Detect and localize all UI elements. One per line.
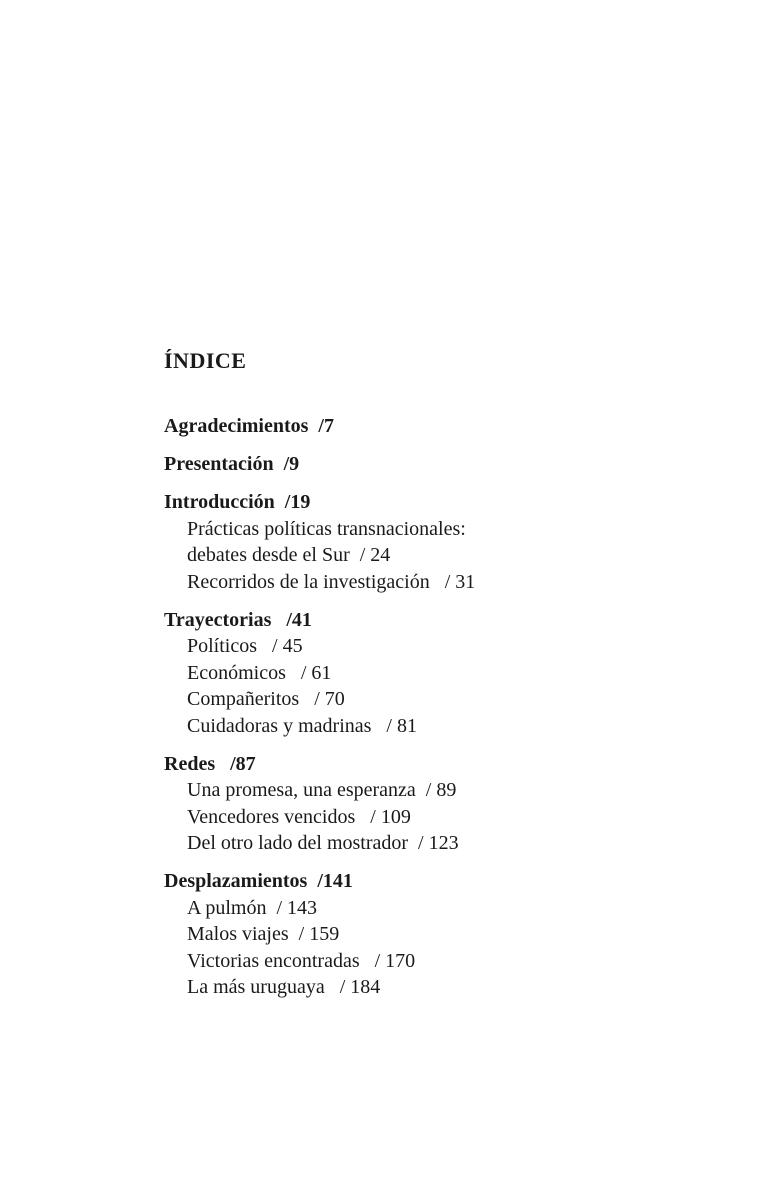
toc-entry: La más uruguaya / 184: [187, 976, 381, 998]
table-of-contents: [164, 413, 684, 1001]
toc-entry: Prácticas políticas transnacionales:: [187, 517, 466, 540]
page-title: ÍNDICE: [164, 348, 247, 373]
toc-entry: Compañeritos / 70: [187, 688, 345, 710]
toc-chapter-desplazamientos: Desplazamientos /141: [164, 870, 353, 892]
section-spacer: [164, 440, 684, 452]
toc-entry: Malos viajes / 159: [187, 923, 340, 945]
toc-section-redes: [164, 751, 684, 857]
toc-entry: Vencedores vencidos / 109: [187, 805, 411, 828]
toc-chapter-trayectorias: Trayectorias /41: [164, 608, 312, 631]
toc-section-presentacion: [164, 451, 684, 478]
toc-entry: Recorridos de la investigación / 31: [187, 570, 476, 593]
toc-entry: Económicos / 61: [187, 661, 332, 684]
toc-section-agradecimientos: [164, 413, 684, 440]
toc-section-trayectorias: [164, 607, 684, 740]
toc-entry: Victorias encontradas / 170: [187, 949, 416, 972]
toc-chapter-introduccion: Introducción /19: [164, 491, 311, 513]
toc-entry: Una promesa, una esperanza / 89: [187, 779, 457, 801]
toc-entry: A pulmón / 143: [187, 896, 318, 919]
toc-chapter-redes: Redes /87: [164, 752, 256, 775]
toc-entry: debates desde el Sur / 24: [187, 544, 391, 566]
section-spacer: [164, 478, 684, 490]
toc-entry: Cuidadoras y madrinas / 81: [187, 714, 417, 737]
toc-entry: Del otro lado del mostrador / 123: [187, 832, 459, 854]
toc-chapter-presentacion: Presentación /9: [164, 453, 300, 475]
section-spacer: [164, 857, 684, 869]
section-spacer: [164, 595, 684, 607]
toc-chapter-agradecimientos: Agradecimientos /7: [164, 415, 334, 437]
toc-section-introduccion: [164, 489, 684, 595]
toc-section-desplazamientos: [164, 868, 684, 1001]
toc-entry: Políticos / 45: [187, 635, 303, 657]
section-spacer: [164, 739, 684, 751]
